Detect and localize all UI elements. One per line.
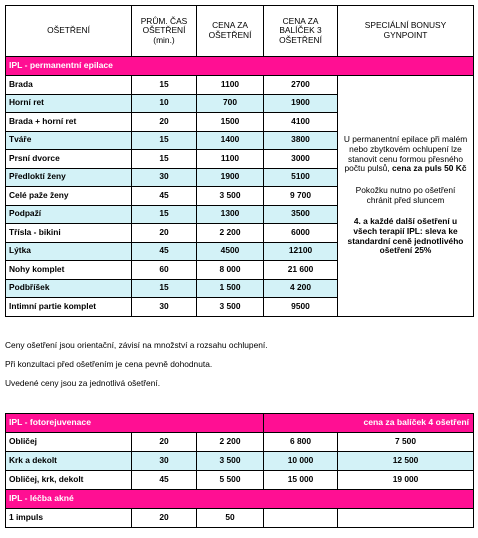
treatment-time: 30 — [132, 168, 197, 187]
treatment-name: Horní ret — [6, 94, 132, 113]
main-price-table — [5, 5, 474, 317]
treatment-time: 30 — [132, 452, 197, 471]
section-title-photorejuvenation: IPL - fotorejuvenace — [6, 414, 264, 433]
treatment-name: Prsní dvorce — [6, 150, 132, 169]
package-4-label: cena za balíček 4 ošetření — [264, 414, 474, 433]
treatment-name: Brada — [6, 76, 132, 95]
note-3: Uvedené ceny jsou za jednotlivá ošetření. — [5, 378, 161, 388]
treatment-time: 15 — [132, 279, 197, 298]
package-4-price: 19 000 — [338, 471, 474, 490]
treatment-name: Krk a dekolt — [6, 452, 132, 471]
treatment-price: 5 500 — [197, 471, 264, 490]
table-row — [6, 471, 474, 490]
treatment-time: 15 — [132, 205, 197, 224]
treatment-name: Brada + horní ret — [6, 113, 132, 132]
treatment-price: 1400 — [197, 131, 264, 150]
header-treatment: OŠETŘENÍ — [6, 6, 132, 57]
treatment-name: 1 impuls — [6, 509, 132, 528]
treatment-time: 15 — [132, 150, 197, 169]
treatment-time: 45 — [132, 471, 197, 490]
package-price: 6000 — [264, 224, 338, 243]
header-package-price: CENA ZA BALÍČEK 3 OŠETŘENÍ — [264, 6, 338, 57]
package-price: 15 000 — [264, 471, 338, 490]
treatment-price: 3 500 — [197, 452, 264, 471]
treatment-price: 1900 — [197, 168, 264, 187]
treatment-time: 10 — [132, 94, 197, 113]
table-row — [6, 76, 474, 95]
treatment-time: 30 — [132, 298, 197, 317]
note-1: Ceny ošetření jsou orientační, závisí na množství a rozsahu ochlupení. — [5, 340, 268, 350]
secondary-price-table — [5, 413, 474, 528]
package-price: 4 200 — [264, 279, 338, 298]
package-4-price: 7 500 — [338, 433, 474, 452]
treatment-time: 20 — [132, 433, 197, 452]
treatment-price: 2 200 — [197, 224, 264, 243]
header-price: CENA ZA OŠETŘENÍ — [197, 6, 264, 57]
package-price: 5100 — [264, 168, 338, 187]
treatment-name: Předloktí ženy — [6, 168, 132, 187]
treatment-name: Tváře — [6, 131, 132, 150]
package-price: 3500 — [264, 205, 338, 224]
note-2: Při konzultaci před ošetřením je cena pevně dohodnuta. — [5, 359, 213, 369]
treatment-time: 45 — [132, 187, 197, 206]
package-price: 9500 — [264, 298, 338, 317]
package-price: 9 700 — [264, 187, 338, 206]
treatment-name: Podbříšek — [6, 279, 132, 298]
treatment-price: 1500 — [197, 113, 264, 132]
treatment-name: Třísla - bikini — [6, 224, 132, 243]
section-title-acne: IPL - léčba akné — [6, 490, 474, 509]
treatment-price: 1 500 — [197, 279, 264, 298]
package-4-price: 12 500 — [338, 452, 474, 471]
treatment-price: 1100 — [197, 150, 264, 169]
package-price: 6 800 — [264, 433, 338, 452]
treatment-time: 20 — [132, 113, 197, 132]
treatment-time: 15 — [132, 76, 197, 95]
treatment-time: 20 — [132, 224, 197, 243]
treatment-price: 700 — [197, 94, 264, 113]
table-row — [6, 509, 474, 528]
package-price: 21 600 — [264, 261, 338, 280]
treatment-time: 15 — [132, 131, 197, 150]
treatment-name: Celé paže ženy — [6, 187, 132, 206]
treatment-price: 3 500 — [197, 298, 264, 317]
header-avg-time: PRŮM. ČAS OŠETŘENÍ (min.) — [132, 6, 197, 57]
treatment-price: 8 000 — [197, 261, 264, 280]
treatment-price: 3 500 — [197, 187, 264, 206]
package-price: 3000 — [264, 150, 338, 169]
treatment-time: 45 — [132, 242, 197, 261]
treatment-name: Intimní partie komplet — [6, 298, 132, 317]
treatment-price: 2 200 — [197, 433, 264, 452]
treatment-price: 50 — [197, 509, 264, 528]
special-bonus-text: U permanentní epilace při malém nebo zbytkovém ochlupení lze stanovit cenu formou přesného počtu pulsů, cena za puls 50 Kč Pokožku nutno po ošetření chránit před sluncem 4. a každé další ošetření u všech terapií IPL: sleva ke standardní ceně jednotlivého ošetření 25% — [338, 76, 474, 317]
table-row — [6, 433, 474, 452]
treatment-name: Obličej — [6, 433, 132, 452]
package-price: 4100 — [264, 113, 338, 132]
table-row — [6, 452, 474, 471]
section-title-epilation: IPL - permanentní epilace — [6, 57, 474, 76]
treatment-price: 4500 — [197, 242, 264, 261]
treatment-name: Obličej, krk, dekolt — [6, 471, 132, 490]
treatment-name: Podpaží — [6, 205, 132, 224]
treatment-name: Nohy komplet — [6, 261, 132, 280]
package-price: 12100 — [264, 242, 338, 261]
treatment-time: 20 — [132, 509, 197, 528]
package-price: 3800 — [264, 131, 338, 150]
treatment-time: 60 — [132, 261, 197, 280]
header-special-bonus: SPECIÁLNÍ BONUSY GYNPOINT — [338, 6, 474, 57]
package-price: 1900 — [264, 94, 338, 113]
empty-cell — [338, 509, 474, 528]
treatment-price: 1300 — [197, 205, 264, 224]
empty-cell — [264, 509, 338, 528]
package-price: 2700 — [264, 76, 338, 95]
treatment-price: 1100 — [197, 76, 264, 95]
treatment-name: Lýtka — [6, 242, 132, 261]
package-price: 10 000 — [264, 452, 338, 471]
